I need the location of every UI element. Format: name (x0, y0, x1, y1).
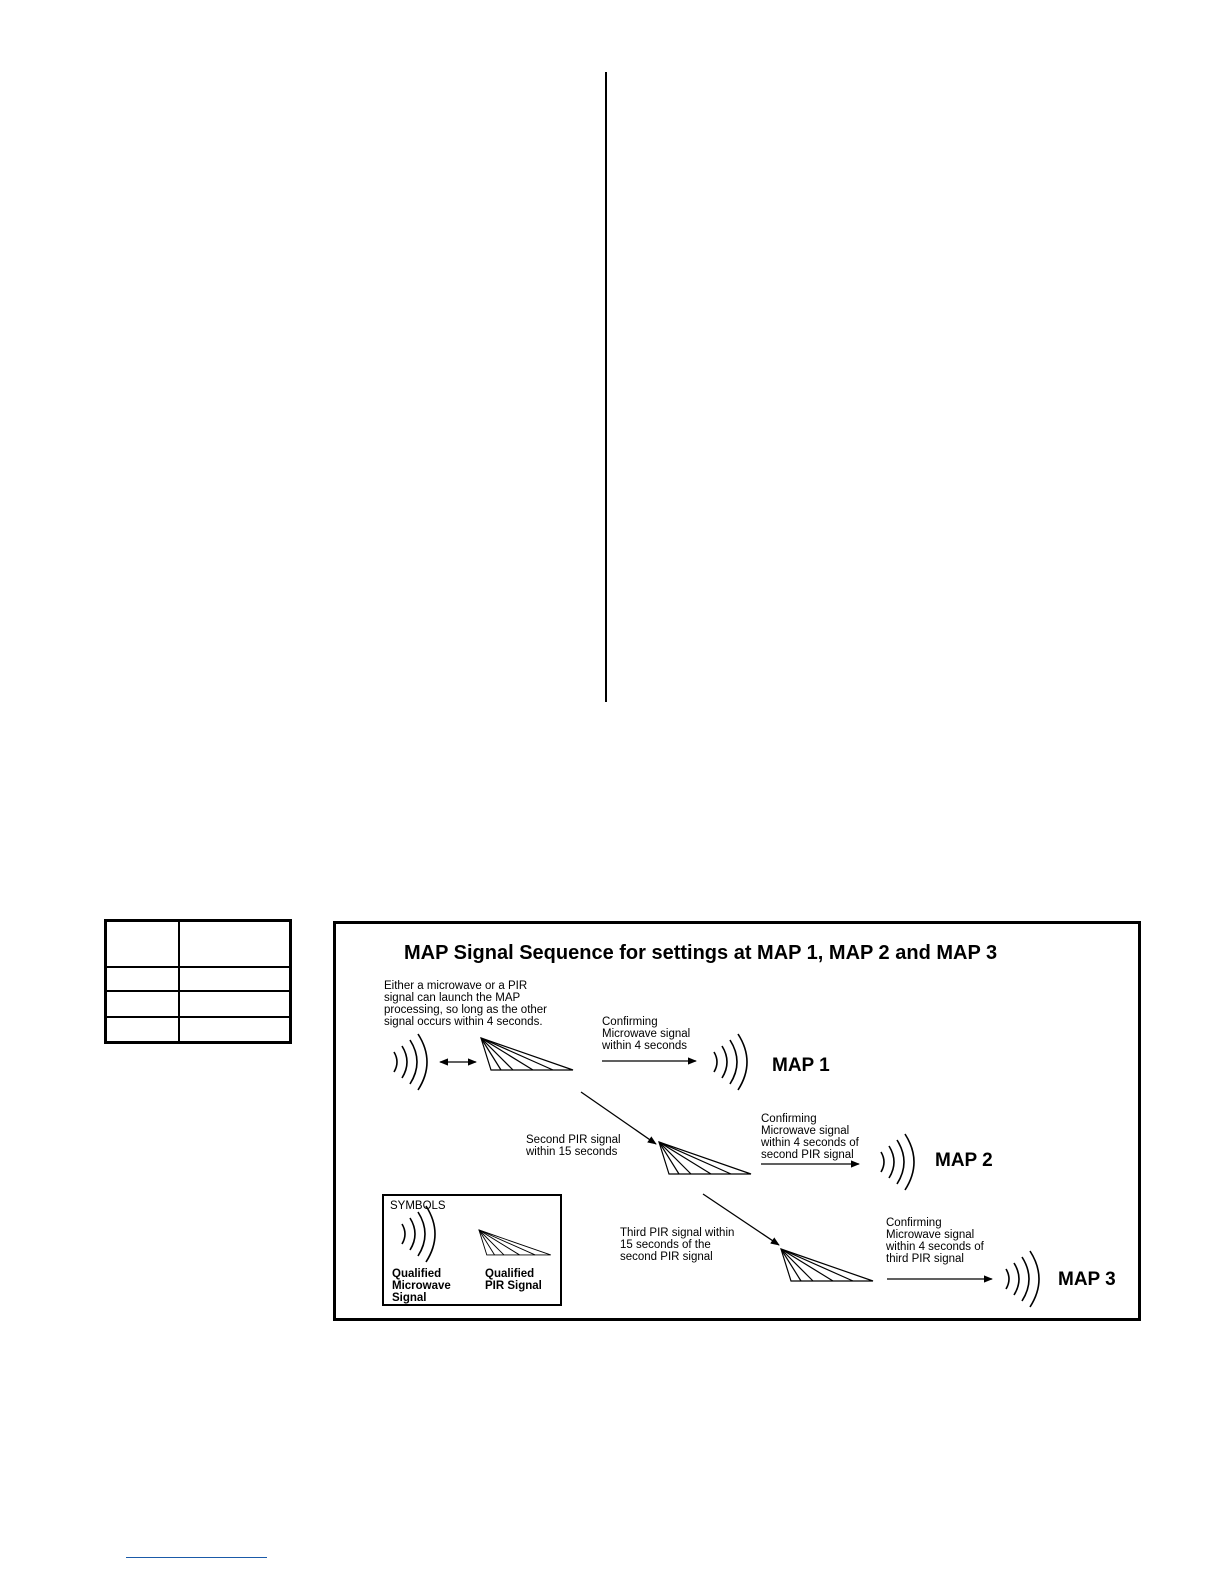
legend-microwave-label: Qualified Microwave Signal (392, 1268, 451, 1304)
column-divider (605, 72, 607, 702)
empty-table (104, 919, 292, 1044)
footer-rule (126, 1557, 267, 1558)
map2-label: MAP 2 (935, 1150, 993, 1171)
legend-pir-label: Qualified PIR Signal (485, 1268, 542, 1292)
legend-heading: SYMBOLS (390, 1200, 446, 1212)
map1-label: MAP 1 (772, 1055, 830, 1076)
note-confirm-3: Confirming Microwave signal within 4 seconds of third PIR signal (886, 1217, 984, 1265)
note-third-pir: Third PIR signal within 15 seconds of the second PIR signal (620, 1227, 735, 1263)
map3-label: MAP 3 (1058, 1269, 1116, 1290)
microwave-icon-map1 (714, 1034, 747, 1090)
pir-icon-second (659, 1142, 751, 1174)
microwave-icon-map3 (1006, 1251, 1039, 1307)
note-confirm-2: Confirming Microwave signal within 4 seconds of second PIR signal (761, 1113, 859, 1161)
diagram-title: MAP Signal Sequence for settings at MAP 1, MAP 2 and MAP 3 (404, 942, 998, 964)
note-launch: Either a microwave or a PIR signal can launch the MAP processing, so long as the other signal occurs within 4 seconds. (384, 980, 548, 1028)
symbols-legend (382, 1194, 562, 1306)
microwave-icon-start (394, 1034, 427, 1090)
microwave-icon-map2 (881, 1134, 914, 1190)
pir-icon-third (781, 1249, 873, 1281)
pir-icon-start (481, 1038, 573, 1070)
map-signal-diagram (333, 921, 1141, 1321)
note-confirm-1: Confirming Microwave signal within 4 seconds (602, 1016, 691, 1052)
note-second-pir: Second PIR signal within 15 seconds (526, 1134, 621, 1158)
